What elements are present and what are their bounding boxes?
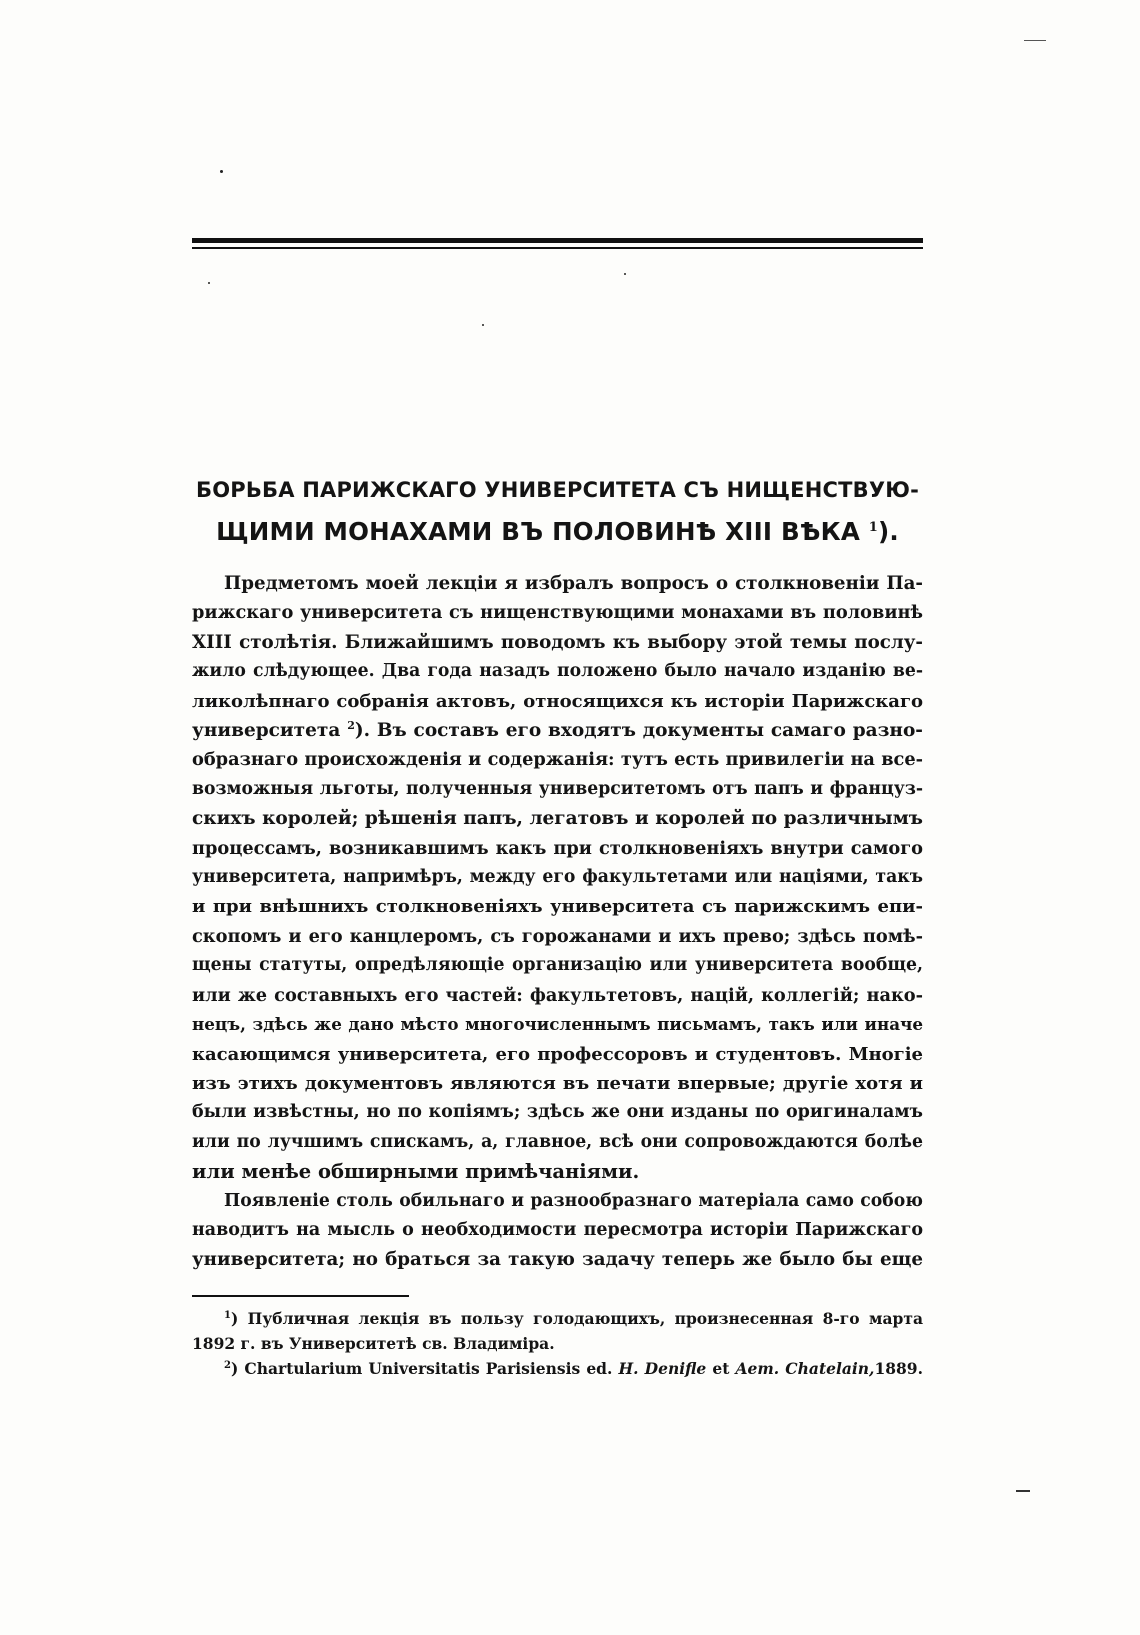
body-line: скихъ королей; рѣшенія папъ, легатовъ и королей по различнымъ bbox=[192, 808, 923, 830]
body-line: жило слѣдующее. Два года назадъ положено было начало изданію ве- bbox=[192, 661, 923, 682]
footnote-1-line-2: 1892 г. въ Университетѣ св. Владиміра. bbox=[192, 1334, 555, 1353]
body-line: наводитъ на мысль о необходимости пересмотра исторіи Парижскаго bbox=[192, 1219, 923, 1240]
body-line: образнаго происхожденія и содержанія: тутъ есть привилегіи на все- bbox=[192, 749, 923, 771]
footnote-2 bbox=[192, 1356, 923, 1381]
body-line: рижскаго университета съ нищенствующими монахами въ половинѣ bbox=[192, 602, 923, 624]
body-line: Появленіе столь обильнаго и разнообразнаго матеріала само собою bbox=[224, 1190, 923, 1211]
scan-edge-mark bbox=[1016, 1490, 1030, 1492]
body-line: или же составныхъ его частей: факультетовъ, націй, коллегій; нако- bbox=[192, 984, 923, 1006]
footnote-1-line-1 bbox=[192, 1306, 923, 1331]
body-line: университета, напримѣръ, между его факультетами или націями, такъ bbox=[192, 867, 923, 888]
footnote-1-text: ) Публичная лекція въ пользу голодающихъ, произнесенная 8-го марта bbox=[230, 1309, 923, 1328]
body-line: XIII столѣтія. Ближайшимъ поводомъ къ выбору этой темы послу- bbox=[192, 631, 923, 653]
footnote-separator bbox=[192, 1295, 409, 1297]
body-line: скопомъ и его канцлеромъ, съ горожанами и ихъ прево; здѣсь помѣ- bbox=[192, 925, 923, 947]
footnote-2-author-2: Aem. Chatelain, bbox=[735, 1359, 875, 1378]
ink-speck bbox=[624, 273, 626, 275]
ink-speck bbox=[220, 170, 223, 173]
footnote-2-author-1: H. Denifle bbox=[618, 1359, 707, 1378]
body-line: ликолѣпнаго собранія актовъ, относящихся къ исторіи Парижскаго bbox=[192, 690, 923, 712]
footnote-1-mark: 1 bbox=[224, 1309, 231, 1321]
scan-edge-mark bbox=[1024, 40, 1046, 41]
ink-speck bbox=[208, 282, 210, 284]
footnote-2-mark: 2 bbox=[224, 1359, 231, 1371]
body-line: были извѣстны, но по копіямъ; здѣсь же они изданы по оригиналамъ bbox=[192, 1102, 923, 1123]
body-line: процессамъ, возникавшимъ какъ при столкновеніяхъ внутри самого bbox=[192, 837, 923, 859]
title-line-1: БОРЬБА ПАРИЖСКАГО УНИВЕРСИТЕТА СЪ НИЩЕНСТВУЮ- bbox=[196, 478, 919, 502]
title-line-2-text: ЩИМИ МОНАХАМИ ВЪ ПОЛОВИНѢ XIII ВѢКА bbox=[216, 517, 860, 547]
article-title bbox=[192, 472, 923, 550]
title-line-2 bbox=[192, 509, 923, 550]
header-double-rule bbox=[192, 238, 923, 249]
body-line: касающимся университета, его профессоровъ и студентовъ. Многіе bbox=[192, 1043, 923, 1065]
body-line: и при внѣшнихъ столкновеніяхъ университета съ парижскимъ епи- bbox=[192, 896, 923, 918]
body-line: Предметомъ моей лекціи я избралъ вопросъ о столкновеніи Па- bbox=[224, 573, 923, 594]
body-line: нецъ, здѣсь же дано мѣсто многочисленнымъ письмамъ, такъ или иначе bbox=[192, 1014, 923, 1035]
body-line: университета; но браться за такую задачу теперь же было бы еще bbox=[192, 1249, 923, 1271]
body-line: или по лучшимъ спискамъ, а, главное, всѣ они сопровождаются болѣе bbox=[192, 1131, 923, 1152]
footnote-2-text: ) Chartularium Universitatis Parisiensis ed. bbox=[230, 1359, 613, 1378]
body-line-part: университета bbox=[192, 720, 341, 742]
body-line: изъ этихъ документовъ являются въ печати впервые; другіе хотя и bbox=[192, 1072, 923, 1094]
title-footnote-ref: 1 bbox=[868, 520, 878, 535]
body-line: или менѣе обширными примѣчаніями. bbox=[192, 1160, 640, 1184]
ink-speck bbox=[482, 324, 484, 326]
body-line-with-ref bbox=[192, 716, 923, 745]
body-paragraphs bbox=[192, 569, 923, 1275]
footnote-ref-2: 2 bbox=[347, 718, 355, 732]
footnote-2-et: et bbox=[712, 1359, 730, 1378]
title-closing-punct: ). bbox=[877, 517, 899, 547]
footnote-2-year: 1889. bbox=[874, 1359, 923, 1378]
body-line: щены статуты, опредѣляющіе организацію или университета вообще, bbox=[192, 955, 923, 976]
body-line-part: ). Въ составъ его входятъ документы самаго разно- bbox=[354, 720, 923, 742]
footnotes bbox=[192, 1306, 923, 1381]
body-line: возможныя льготы, полученныя университетомъ отъ папъ и француз- bbox=[192, 778, 923, 799]
